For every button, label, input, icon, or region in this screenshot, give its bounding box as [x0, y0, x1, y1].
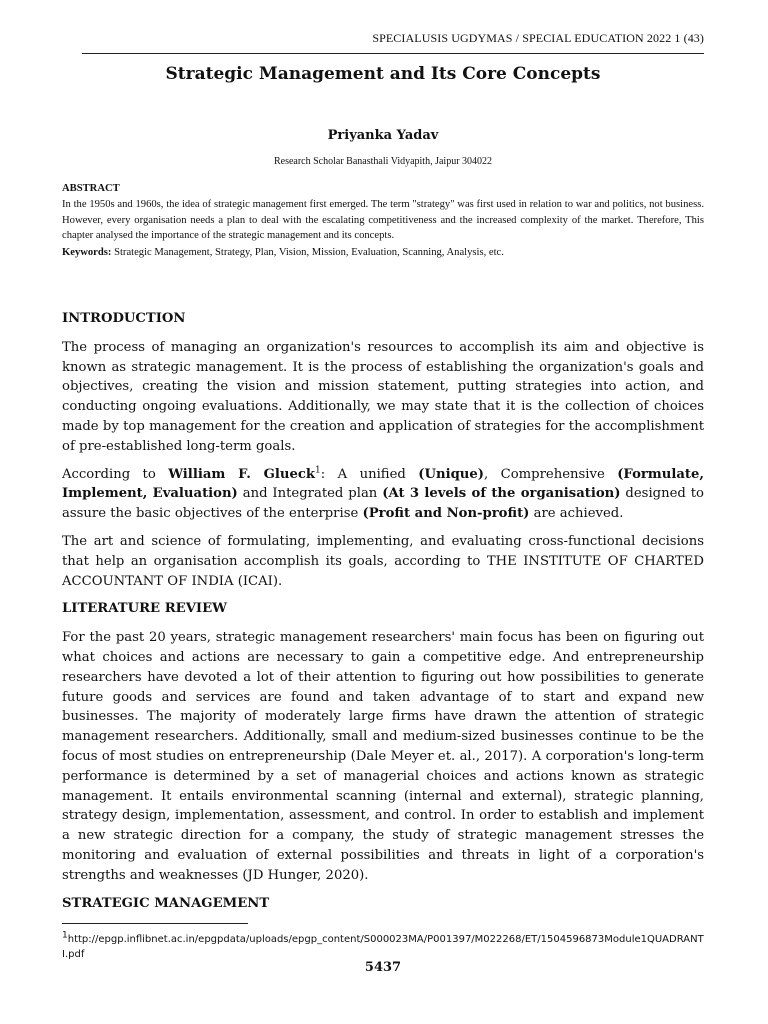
footnote — [62, 932, 704, 962]
running-head: SPECIALUSIS UGDYMAS / SPECIAL EDUCATION 2022 1 (43) — [372, 31, 704, 45]
text-run: According to — [62, 466, 169, 482]
bold-run: (At 3 levels of the organisation) — [382, 486, 621, 502]
author-name: Priyanka Yadav — [327, 128, 439, 143]
text-run: are achieved. — [529, 506, 624, 522]
strategic-heading: STRATEGIC MANAGEMENT — [62, 895, 270, 911]
glueck-name: William F. Glueck — [168, 466, 316, 482]
footnote-link[interactable]: http://epgp.inflibnet.ac.in/epgpdata/uploads/epgp_content/S000023MA/P001397/M022268/ET/1504596873Module1QUADRANTI.pdf — [62, 934, 704, 960]
literature-paragraph: For the past 20 years, strategic management researchers' main focus has been on figuring out what choices and actions are necessary to gain a competitive edge. And entrepreneurship researchers have devoted a lot of their attention to figuring out how possibilities to generate future goods and services are found and taken advantage of to start and expand new businesses. The majority of moderately large firms have drawn the attention of strategic management researchers. Additionally, small and medium-sized businesses continue to be the focus of most studies on entrepreneurship (Dale Meyer et. al., 2017). A corporation's long-term performance is determined by a set of managerial choices and actions known as strategic management. It entails environmental scanning (internal and external), strategic planning, strategy design, implementation, assessment, and control. In order to establish and implement a new strategic direction for a company, the study of strategic management stresses the monitoring and evaluation of external possibilities and threats in light of a corporation's strengths and weaknesses (JD Hunger, 2020). — [62, 630, 704, 883]
keywords-label: Keywords: — [62, 247, 112, 259]
body-text — [62, 309, 704, 922]
footnote-mark: 1 — [62, 930, 68, 941]
introduction-heading: INTRODUCTION — [62, 311, 186, 326]
bold-run: (Unique) — [418, 466, 485, 482]
intro-paragraph-3: The art and science of formulating, implementing, and evaluating cross-functional decisions that help an organisation accomplish its goals, according to THE INSTITUTE OF CHARTED ACCOUNTANT OF INDIA (ICAI). — [62, 533, 704, 589]
paper-title: Strategic Management and Its Core Concepts — [165, 64, 601, 84]
intro-paragraph-1: The process of managing an organization's resources to accomplish its aim and objective is known as strategic management. It is the process of establishing the organization's goals and objectives, creating the vision and mission statement, putting strategies into action, and conducting ongoing evaluations. Additionally, we may state that it is the collection of choices made by top management for the creation and application of strategies for the accomplishment of pre-established long-term goals. — [62, 339, 704, 454]
footnote-rule — [62, 923, 248, 924]
abstract-section — [62, 181, 704, 261]
literature-heading: LITERATURE REVIEW — [62, 601, 227, 617]
bold-run: (Profit and Non-profit) — [362, 506, 530, 522]
intro-paragraph-2 — [62, 465, 704, 524]
abstract-label: ABSTRACT — [62, 183, 120, 194]
bold-run: (Formulate, Implement, Evaluation) — [62, 466, 704, 502]
text-run: , Comprehensive — [484, 466, 618, 482]
header-rule — [82, 53, 704, 54]
text-run: and Integrated plan — [237, 486, 383, 502]
text-run: designed to assure the basic objectives of the enterprise — [62, 486, 704, 522]
author-affiliation: Research Scholar Banasthali Vidyapith, Jaipur 304022 — [273, 156, 493, 167]
text-run: : A unified — [320, 466, 419, 482]
page-number: 5437 — [364, 960, 402, 975]
keywords-list: Strategic Management, Strategy, Plan, Vision, Mission, Evaluation, Scanning, Analysis, etc. — [111, 247, 504, 259]
abstract-text: In the 1950s and 1960s, the idea of strategic management first emerged. The term "strategy" was first used in relation to war and politics, not business. However, every organisation needs a plan to deal with the escalating competitiveness and the increased complexity of the market. Therefore, This chapter analysed the importance of the strategic management and its concepts. — [62, 198, 704, 242]
footnote-ref[interactable]: 1 — [315, 465, 321, 476]
keywords — [62, 245, 704, 261]
